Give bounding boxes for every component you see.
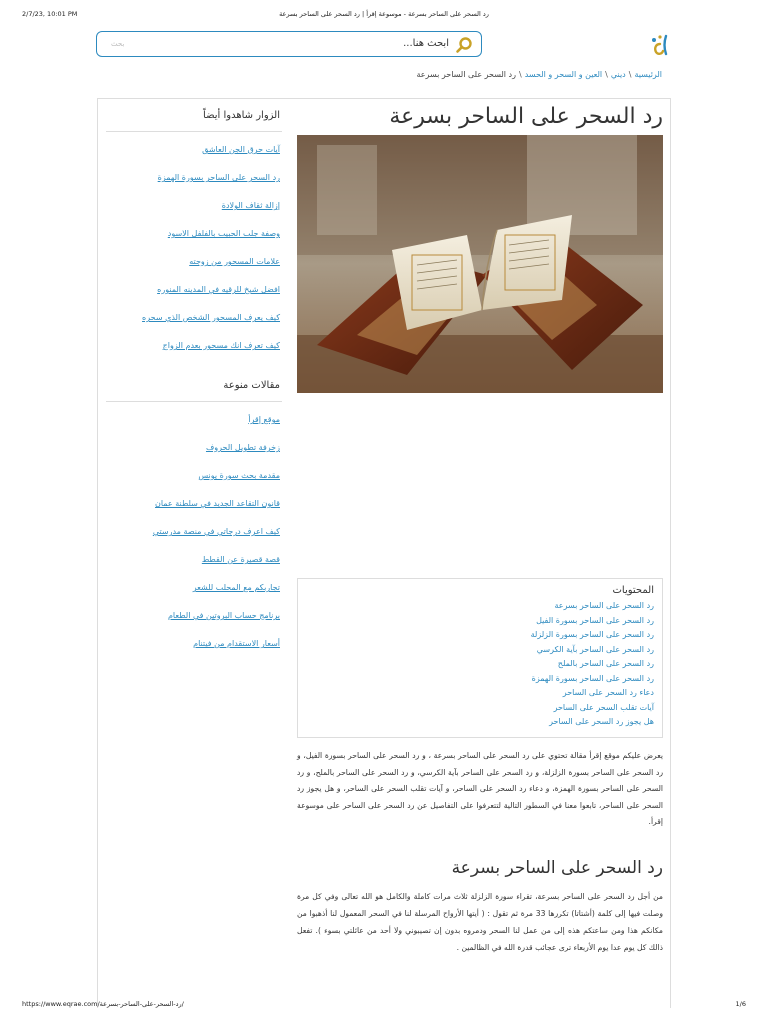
sidebar-heading-various: مقالات منوعة — [106, 368, 282, 402]
sidebar-link[interactable]: كيف يعرف المسحور الشخص الذي سحره — [142, 313, 280, 322]
breadcrumb-separator: \ — [518, 70, 522, 79]
article-intro: يعرض عليكم موقع إقرأ مقالة تحتوي على رد السحر على الساحر بسرعة ، و رد السحر على الساحر بسورة الفيل، و رد السحر على الساحر بسورة الزلزلة، و رد السحر على الساحر بآية الكرسي، و رد السحر على الساحر بالملح، و رد السحر على الساحر بسورة الهمزة، و دعاء رد السحر على الساحر، و آيات تقلب السحر على الساحر، و هل يجوز رد السحر على الساحر، تابعوا معنا في السطور التالية لتتعرفوا على التفاصيل عن رد السحر على الساحر على موسوعة إقرأ. — [297, 751, 663, 826]
search-input[interactable] — [96, 31, 482, 57]
search-icon[interactable] — [455, 36, 473, 54]
print-url: https://www.eqrae.com/رد-السحر-على-الساحر-بسرعة/ — [22, 1000, 184, 1008]
sidebar-link[interactable]: كيف تعرف انك مسحور بعدم الزواج — [162, 341, 280, 350]
breadcrumb-religious[interactable]: ديني — [610, 70, 626, 79]
toc-item[interactable]: رد السحر على الساحر بسورة الزلزلة — [530, 630, 654, 639]
sidebar-link[interactable]: آيات حرق الجن العاشق — [202, 145, 280, 154]
sidebar-link[interactable]: مقدمة بحث سورة يونس — [198, 471, 280, 480]
site-header — [96, 30, 672, 60]
section-paragraph: من أجل رد السحر على الساحر بسرعة، تقراء سورة الزلزلة ثلاث مرات كاملة والكامل هو الله تعالى وفي كل مرة وصلت فيها إلى كلمة (أشتاتا) تكررها 33 مرة ثم تقول : ( أيتها الأرواح المرسلة لنا في السحر المعمول لنا أذهبوا من مكانكم هذا ومن ساعتكم هذه إلى من عمل لنا السحر ودمروه بدون إن تصيبوني ولا أحد من عائلتي بسوء ). تفعل ذالك كل يوم عدا يوم الأربعاء ترى عجائب قدرة الله في الظالمين . — [297, 892, 663, 952]
sidebar — [106, 98, 282, 664]
sidebar-list-various — [106, 402, 282, 652]
search-placeholder: بحث — [111, 40, 125, 48]
toc-title: المحتويات — [612, 585, 654, 596]
toc-item[interactable]: آيات تقلب السحر على الساحر — [553, 702, 654, 712]
search-label: ابحث هنا... — [403, 38, 449, 49]
sidebar-link[interactable]: إزالة ثقاف الولادة — [221, 201, 280, 210]
print-page-number: 1/6 — [735, 1000, 746, 1008]
breadcrumb-home[interactable]: الرئيسية — [634, 70, 662, 79]
page-title: رد السحر على الساحر بسرعة — [389, 104, 663, 129]
sidebar-list-visitors — [106, 132, 282, 354]
sidebar-link[interactable]: موقع إقرأ — [248, 415, 280, 424]
section-heading: رد السحر على الساحر بسرعة — [451, 858, 663, 878]
sidebar-link[interactable]: زخرفة تطويل الحروف — [205, 443, 280, 452]
sidebar-link[interactable]: وصفة جلب الحبيب بالفلفل الاسود — [167, 229, 280, 238]
hero-image-quran-stand — [297, 135, 663, 393]
eqrae-logo-icon[interactable] — [646, 32, 672, 58]
table-of-contents — [297, 578, 663, 738]
toc-item[interactable]: دعاء رد السحر على الساحر — [562, 688, 654, 697]
sidebar-link[interactable]: افضل شيخ للرقيه في المدينه المنوره — [157, 285, 280, 294]
print-date: 2/7/23, 10:01 PM — [22, 10, 78, 18]
sidebar-link[interactable]: تجاربكم مع المحلب للشعر — [192, 583, 280, 592]
print-document-title: رد السحر على الساحر بسرعة - موسوعة إقرأ | رد السحر على الساحر بسرعة — [279, 10, 489, 18]
breadcrumb-current: رد السحر على الساحر بسرعة — [416, 70, 516, 79]
sidebar-link[interactable]: علامات المسحور من زوجته — [189, 257, 280, 266]
toc-item[interactable]: رد السحر على الساحر بسورة الهمزة — [531, 673, 654, 683]
toc-item[interactable]: رد السحر على الساحر بسورة الفيل — [536, 615, 654, 625]
sidebar-link[interactable]: كيف اعرف درجاتي في منصة مدرستي — [152, 527, 280, 536]
toc-item[interactable]: هل يجوز رد السحر على الساحر — [549, 717, 654, 726]
sidebar-link[interactable]: رد السحر على الساحر بسورة الهمزة — [157, 173, 280, 182]
print-header — [22, 10, 746, 24]
article-main — [297, 98, 663, 393]
print-footer — [22, 1000, 746, 1014]
sidebar-link[interactable]: أسعار الاستقدام من فيتنام — [193, 639, 280, 648]
toc-list — [306, 599, 654, 730]
breadcrumb-separator: \ — [605, 70, 608, 79]
breadcrumb — [416, 70, 662, 79]
toc-item[interactable]: رد السحر على الساحر بسرعة — [554, 601, 654, 610]
sidebar-link[interactable]: قصة قصيرة عن القطط — [201, 555, 280, 564]
breadcrumb-separator: \ — [628, 70, 632, 79]
toc-item[interactable]: رد السحر على الساحر بالملح — [557, 659, 654, 668]
sidebar-heading-visitors: الزوار شاهدوا أيضاً — [106, 98, 282, 132]
sidebar-link[interactable]: قانون التقاعد الجديد في سلطنة عمان — [154, 499, 280, 508]
toc-item[interactable]: رد السحر على الساحر بآية الكرسي — [536, 644, 654, 654]
sidebar-link[interactable]: برنامج حساب البروتين في الطعام — [167, 611, 280, 620]
breadcrumb-category[interactable]: العين و السحر و الحسد — [524, 70, 603, 79]
